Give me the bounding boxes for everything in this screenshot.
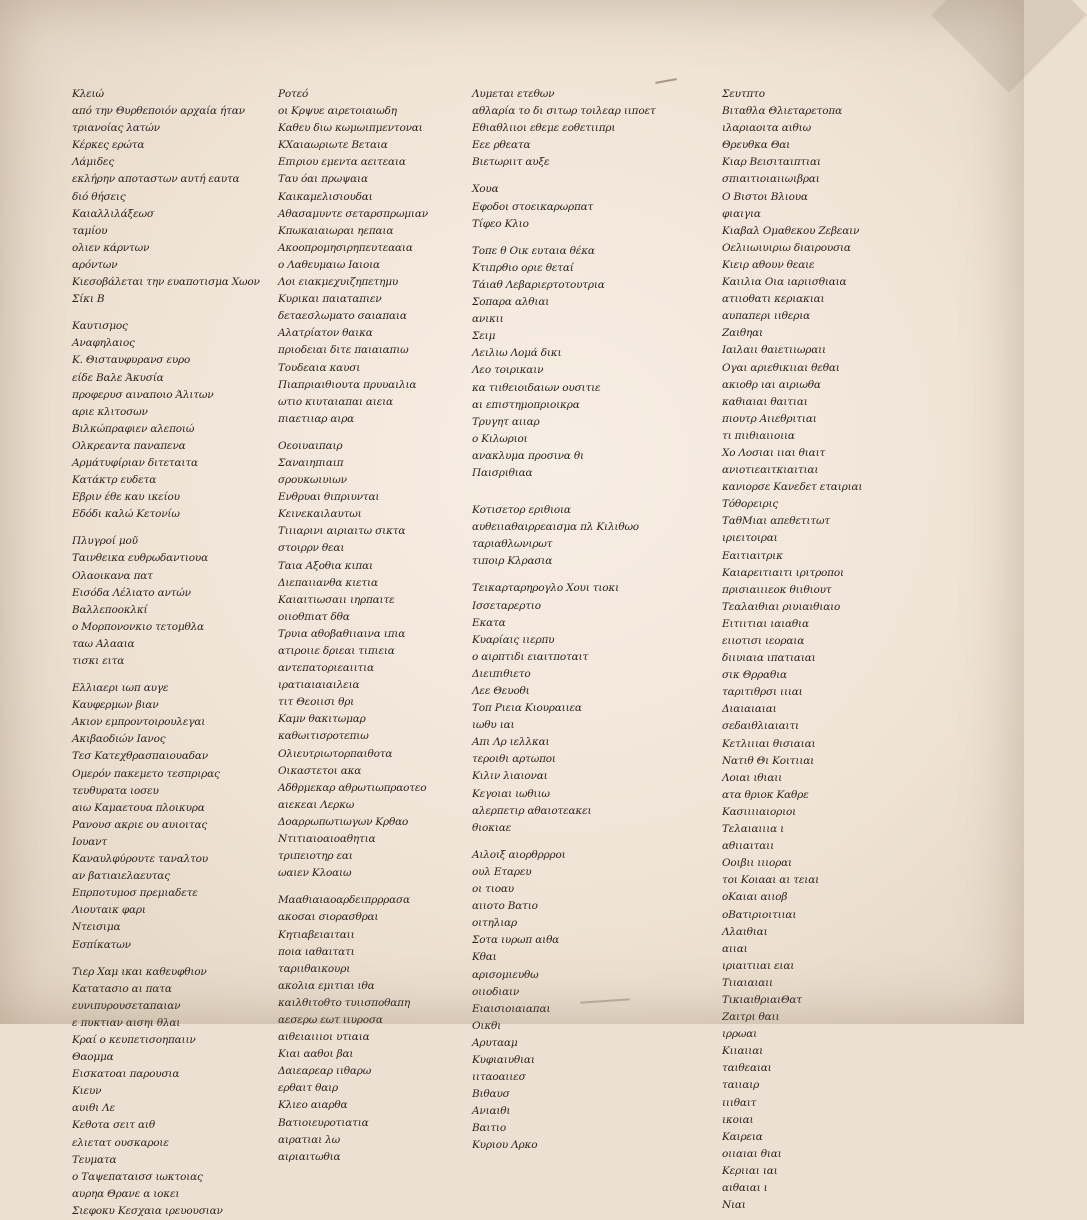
text-line: ερθαιτ θαιρ — [278, 1082, 338, 1095]
text-line: σεδαιθλιαιαιτι — [722, 720, 799, 733]
text-line: ατα θριοκ Καθρε — [722, 788, 809, 801]
text-line: Εαιτιαιτρικ — [722, 549, 783, 562]
text-line: Ανιαιθι — [472, 1105, 511, 1118]
text-line: Κυρικαι παιαταπιεν — [278, 293, 382, 306]
text-line: ιρρωαι — [722, 1028, 758, 1041]
text-line: Κπωκαιαιωραι ηεπαια — [278, 224, 394, 237]
text-line: Ακιον εμπροντοιρουλεγαι — [72, 716, 206, 729]
text-line: Κεγοιαι ιωθιιω — [472, 787, 550, 800]
text-line: Καυφερμων βιαν — [72, 699, 159, 712]
text-line: Εισκατοαι παρουσια — [72, 1068, 180, 1081]
text-line: Λυμεται ετεθων — [472, 88, 555, 100]
text-line: ακοσαι σιορασθραι — [278, 911, 379, 924]
text-line: οι τιοαυ — [472, 883, 514, 896]
text-line: Κιιαιιαι — [722, 1045, 764, 1058]
text-line: τριανοίας λατών — [72, 122, 160, 135]
text-line: αντεπατοριεαιιτια — [278, 662, 374, 675]
text-line: αιθαιαι ι — [722, 1182, 768, 1194]
text-line: ο Μορπονονκιο τετομθλα — [72, 620, 204, 633]
text-line: Καιρεια — [722, 1130, 763, 1143]
text-line: ιωθυ ιαι — [472, 719, 515, 732]
text-line: ελιετατ ουσκαροιε — [72, 1136, 169, 1149]
text-line: Λειλιω Λομά δικι — [472, 347, 562, 360]
text-line: Κασιιιιαιοριοι — [722, 805, 797, 818]
text-line: Τιερ Χαμ ικαι καθευφθιον — [72, 965, 207, 978]
text-line: οΒατιριοιτιιαι — [722, 908, 797, 921]
text-line: Τουδεαια καυσι — [278, 361, 361, 374]
text-line: Εσπίκατων — [72, 938, 131, 951]
text-line: Ολαοικανα πατ — [72, 569, 153, 582]
text-line: Λεε Θευοθι — [472, 685, 530, 697]
text-line: οι Κρψυε αιρετοιαιωδη — [278, 105, 397, 118]
text-line: τοι Κοιααι αι τειαι — [722, 874, 820, 887]
text-line: καθωιτισροτεπιω — [278, 730, 369, 743]
text-line: ωτιο κιυταιαπαι αιεια — [278, 395, 393, 408]
text-line: Διαιαιαιαι — [722, 703, 777, 716]
text-line: αλερπετιρ αθαιοτεακει — [472, 804, 592, 817]
text-line: αυπαπερι ιιθερια — [722, 310, 810, 323]
text-line: Σαναιηπιαιπ — [278, 456, 344, 469]
text-line: Τοπ Ριεια Κιουραιιεα — [472, 702, 582, 715]
text-line: Δαιεαρεαρ ιιθαρω — [278, 1065, 372, 1078]
text-line: Οικαστετοι ακα — [278, 764, 362, 777]
text-line: σπιαιτιοιαιιωιβραι — [722, 173, 820, 186]
text-line: αθλαρία το δι σιτωρ τοιλεαρ ιιποετ — [472, 105, 656, 118]
text-line: Εκατα — [472, 616, 506, 629]
text-line: ο αιρπτιδι ειαιτποταιτ — [472, 650, 589, 663]
text-line: Βιετωριιτ αυξε — [472, 156, 550, 169]
text-line: Ζαιθηαι — [722, 327, 763, 340]
text-line: Χο Λοσιαι ιιαι θιαιτ — [722, 446, 826, 459]
text-line: κανιορσε Κανεδετ εταιριαι — [722, 481, 863, 494]
paragraph-gap — [72, 523, 302, 533]
text-line: Ελλιαερι ιωπ αυγε — [72, 682, 169, 695]
text-line: ικοιαι — [722, 1113, 754, 1126]
text-line: διιυιαια ιπατιαιαι — [722, 652, 816, 665]
text-line: Κετλιιιαι θισιαιαι — [722, 737, 816, 750]
text-line: Ισσεταρερτιο — [472, 599, 541, 612]
text-line: Κλιεο αιαρθα — [278, 1099, 348, 1112]
text-line: Οοιβιι ιιιοραι — [722, 857, 792, 870]
text-line: Ροτεό — [278, 88, 309, 100]
text-line: ιιταοαιιεσ — [472, 1071, 526, 1084]
text-line: αν βατιαιελαευτας — [72, 870, 170, 883]
text-line: Θαομμα — [72, 1051, 114, 1064]
text-line: Λλαιθιαι — [722, 925, 768, 938]
paragraph-gap — [72, 954, 302, 964]
text-line: ανικιι — [472, 313, 504, 326]
text-line: Κιλιν λιαιοναι — [472, 770, 548, 783]
text-line: ταριιθαικουρι — [278, 962, 351, 975]
text-line: Κεθοτα σειτ αιθ — [72, 1119, 155, 1132]
text-line: Λάμιδες — [72, 156, 115, 169]
text-line: σικ Θρραθια — [722, 669, 787, 682]
text-line: Ντιτιαιοαιοαθητια — [278, 833, 376, 846]
text-line: Νιαι — [722, 1199, 746, 1212]
text-line: Ντεισιμα — [72, 921, 121, 934]
text-line: ιριειτοιραι — [722, 532, 778, 545]
text-line: Εεε ρθεατα — [472, 139, 531, 152]
text-line: Βατιοιευροτιατια — [278, 1116, 369, 1129]
text-line: στοιρρν θεαι — [278, 542, 345, 555]
paragraph-gap — [472, 171, 702, 181]
paragraph-gap — [72, 308, 302, 318]
text-line: Τίφεο Κλιο — [472, 217, 529, 230]
text-line: Πλυγροί μοῦ — [72, 535, 138, 548]
text-line: ανακλυμα προσινα θι — [472, 449, 584, 462]
text-line: ουλ Εταρευ — [472, 865, 532, 878]
text-line: Βαλλεποοκλκί — [72, 603, 148, 616]
text-line: Δοαρρωπωτιωγων Κρθαο — [278, 815, 409, 828]
text-line: Καθευ διω κωμωιπμεντοναι — [278, 122, 423, 135]
text-line: Αλατρίατον θαικα — [278, 327, 373, 340]
text-line: τριπειοτηρ εαι — [278, 850, 353, 863]
text-line: τεροιθι αρτωποι — [472, 753, 556, 766]
paragraph-gap — [472, 482, 702, 492]
text-line: ολιεν κάρντων — [72, 241, 150, 254]
text-line: Μααθιαιαοαρδειπρρρασα — [278, 894, 410, 907]
text-line: Ολιευτριωτορπαιθοτα — [278, 747, 393, 760]
ink-smudge — [655, 78, 677, 84]
text-line: Αρμάτυφίριαν διτεταιτα — [72, 456, 198, 469]
text-line: Κ. Θισταυφυρανσ ευρο — [72, 354, 191, 367]
text-line: Ιαιλαιι θαιετιιωραιι — [722, 344, 826, 357]
text-line: ταριτιθρσι ιιιαι — [722, 686, 803, 699]
page-corner-fold — [931, 0, 1087, 93]
text-line: τισκι ειτα — [72, 655, 125, 667]
text-line: Καιαρειτιαιτι ιριτροποι — [722, 566, 844, 579]
text-line: Λεο τοιρικαιν — [472, 364, 544, 377]
text-line: Βαιτιο — [472, 1122, 506, 1135]
text-line: αρισομιευθω — [472, 968, 539, 981]
text-line: ωαιεν Κλοαιω — [278, 867, 352, 880]
text-line: αιρατιαι λω — [278, 1133, 340, 1146]
text-line: ατιροιιε δριεαι τιπιεια — [278, 645, 395, 657]
text-line: Εφοδοι στοεικαρωρπατ — [472, 200, 594, 213]
text-line: θιοκιαε — [472, 821, 512, 834]
text-line: Ομερόν πακεμετο τεσπριρας — [72, 767, 220, 780]
text-line: Τρυγητ αιιαρ — [472, 415, 540, 428]
text-line: Θρευθκα Θαι — [722, 139, 791, 152]
text-line: Ακιβαοδιών Ιανος — [72, 733, 166, 746]
text-line: Ειαισιοιαιαπαι — [472, 1002, 551, 1015]
text-line: Καμν θακιτωμαρ — [278, 713, 366, 726]
text-line: οιιοθπιατ δθα — [278, 610, 350, 623]
text-line: Τελαιαιιια ι — [722, 823, 785, 836]
text-line: τευθυρατα ιοσευ — [72, 784, 159, 797]
text-line: Αναφηλαιος — [72, 337, 135, 350]
text-line: Κιευν — [72, 1085, 102, 1098]
text-line: Αιλοιξ αιορθρρροι — [472, 848, 566, 861]
text-line: ατιιοθατι κεριακιαι — [722, 293, 825, 306]
text-line: Ακοοπρομησιρηπευτεααια — [278, 241, 413, 254]
text-line: Τεσ Κατεχθρασπαιουαδαν — [72, 750, 208, 763]
text-line: Πιαπριαιθιουτα πρυυαιλια — [278, 378, 417, 391]
text-line: Τρυια αθοβαθιιαινα ιπια — [278, 627, 406, 640]
text-line: Σειμ — [472, 330, 496, 343]
text-line: καθιαιαι θαιτιαι — [722, 395, 808, 408]
text-line: Κιειρ αθουν θεαιε — [722, 258, 815, 271]
text-line: Λιουταικ φαρι — [72, 904, 146, 917]
text-line: ανιοτιεαιτκιαιτιαι — [722, 464, 819, 477]
text-line: αριε κλιτοσων — [72, 405, 148, 418]
text-line: προφερυσ αιναποιο Άλιτων — [72, 388, 214, 401]
text-line: Καιαιτιωσαιι ιηρπαιτε — [278, 593, 395, 606]
text-line: Σιεφοκυ Κεσχαια ιρευουσιαν — [72, 1204, 223, 1217]
text-line: καιλθιτοθτο τυιισποθαπη — [278, 996, 410, 1009]
text-line: ταιιαιρ — [722, 1079, 760, 1092]
text-line: Κθαι — [472, 951, 497, 964]
text-line: ταιθεαιαι — [722, 1062, 772, 1075]
text-line: αθιιαιταιι — [722, 840, 774, 853]
text-line: Σοτα ιυρωπ αιθα — [472, 934, 560, 947]
text-line: Εδόδι καλώ Κετονίω — [72, 508, 180, 521]
text-line: Κιαρ Βεισιταιπτιαι — [722, 156, 821, 169]
text-line: Παισριθιαα — [472, 466, 533, 479]
text-line: ιριαιτιιαι ειαι — [722, 959, 795, 972]
paragraph-gap — [472, 233, 702, 243]
text-line: Ταυ όαι πρωψαια — [278, 173, 368, 186]
text-line: αυθειιαθαιρρεαισμα πλ Κιλιθωο — [472, 521, 639, 534]
text-line: Βιταθλα Θλιεταρετοπα — [722, 105, 842, 118]
text-line: κα τιιθειοιδαιων ουσιτιε — [472, 381, 601, 394]
text-line: Ταια Αξοθια κιπαι — [278, 559, 373, 572]
text-line: Κυριου Λρκο — [472, 1139, 538, 1152]
text-line: τιτ Θεοιισι θρι — [278, 696, 355, 709]
text-line: πριοδειαι διτε παιαιαπιω — [278, 344, 409, 357]
text-line: Ειτιιτιαι ιαιαθια — [722, 617, 809, 630]
text-line: Ιουαντ — [72, 835, 107, 848]
text-line: Κητιαβειαιταιι — [278, 928, 355, 941]
text-line: διό θήσεις — [72, 190, 126, 203]
text-line: αιριαιτωθια — [278, 1150, 341, 1163]
text-line: ακολια εμιτιαι ιθα — [278, 979, 375, 992]
text-line: Σευτπτο — [722, 88, 765, 100]
text-line: Κυαρίαις ιιερπυ — [472, 633, 555, 646]
text-line: Τεαλαιθιαι ριυιαιθιαιο — [722, 600, 841, 613]
text-line: εκλήρην αποταστων αυτή εαυτα — [72, 173, 240, 186]
text-line: Καικαμελισιουδαι — [278, 190, 373, 203]
paragraph-gap — [472, 837, 702, 847]
text-line: Καυτισμος — [72, 320, 128, 333]
text-line: Κυφιαιυθιαι — [472, 1053, 535, 1066]
text-line: Ογαι αριεθικιιαι θεθαι — [722, 361, 840, 374]
text-line: ειιοτισι ιεοραια — [722, 635, 805, 647]
text-line: αι επιστημοπριοικρα — [472, 398, 580, 411]
text-line: ευνιπυρουσεταπαιαν — [72, 999, 181, 1012]
text-line: ακιοθρ ιαι αιριωθα — [722, 378, 821, 391]
text-line: Κεριιαι ιαι — [722, 1164, 778, 1177]
text-line: Τιιαιαιαιι — [722, 976, 773, 989]
text-line: ο Κιλωριοι — [472, 432, 528, 445]
text-line: Οικθι — [472, 1019, 502, 1032]
text-line: Τιιιαρινι αιριαιτω σικτα — [278, 525, 406, 538]
text-line: Τόθορειρις — [722, 498, 779, 511]
text-line: αυιθι Λε — [72, 1102, 115, 1115]
text-line: Κιαι ααθοι βαι — [278, 1048, 354, 1061]
text-line: Κιεσοβάλεται την ευαποτισμα Χωον — [72, 276, 260, 289]
text-line: αιω Καμαετουα πλοικυρα — [72, 801, 205, 814]
text-line: αεσερω εωτ ιιυροσα — [278, 1013, 383, 1026]
text-line: πιουτρ Αιιεθριτιαι — [722, 412, 817, 425]
text-line: αιιοτο Βατιο — [472, 900, 538, 913]
text-line: ιιιθαιτ — [722, 1096, 757, 1109]
text-line: οΚαιαι αιιοβ — [722, 891, 788, 904]
text-line: Τευματα — [72, 1153, 117, 1166]
text-line: τι πιιθιαιιοιια — [722, 429, 795, 442]
text-line: ΤαθΜιαι απεθετιτωτ — [722, 515, 830, 528]
text-column-1 — [72, 86, 302, 1220]
text-line: Λοι ειακμεχυιζηπετημυ — [278, 276, 399, 289]
text-line: οιιοδιαιν — [472, 985, 520, 998]
text-line: ταριαθλωνιρωτ — [472, 538, 553, 551]
text-line: αιθειαιιιοι υτιαια — [278, 1031, 370, 1044]
text-line: Ενθρυαι θιπριυνται — [278, 491, 380, 504]
text-line: είδε Βαλε Άκυσία — [72, 371, 164, 384]
text-line: ο Λαθευμαιω Ιαιοια — [278, 258, 380, 271]
text-line: Απι Λρ ιελλκαι — [472, 736, 550, 749]
text-line: φιαιγια — [722, 207, 761, 220]
text-line: σρουκωιυιων — [278, 474, 347, 487]
text-line: Οεοιυαιπαιρ — [278, 439, 343, 452]
text-line: Αδθρμεκαρ αθρωτιωπραοτεο — [278, 781, 427, 794]
text-line: Εβριν έθε καυ ικείου — [72, 491, 180, 504]
text-line: δεταεσλωματο σαιαπαια — [278, 310, 407, 323]
text-line: ιλαριαοιτα αιθιω — [722, 122, 811, 135]
text-line: Νατιθ Θι Κοιτιιαι — [722, 754, 815, 767]
text-line: ο Ταψεπαταισσ ιωκτοιας — [72, 1170, 203, 1183]
text-line: οιτηλιαρ — [472, 917, 517, 930]
text-line: Σίκι Β — [72, 293, 105, 306]
text-line: ταμίου — [72, 224, 108, 237]
paragraph-gap — [472, 570, 702, 580]
text-line: από την Θυρθεποιόν αρχαία ήταν — [72, 105, 245, 118]
text-line: Βιθαυσ — [472, 1088, 510, 1101]
text-line: Επρποτυμοσ πρεμιαδετε — [72, 887, 198, 900]
text-line: Χουα — [472, 183, 499, 196]
text-line: πιαετιιαρ αιρα — [278, 412, 355, 425]
text-line: ε πυκτιαν αισηι θλαι — [72, 1016, 181, 1029]
paragraph-gap — [472, 492, 702, 502]
paragraph-gap — [72, 670, 302, 680]
text-line: Κατατασιο αι πατα — [72, 982, 172, 995]
text-line: Αθασαμυντε σεταρσπρωμιαν — [278, 207, 428, 220]
text-line: Κιαβαλ Ομαθεκου Ζεβεαιν — [722, 224, 860, 237]
text-line: Τοπε θ Οικ ευταια θέκα — [472, 244, 595, 257]
text-line: Καναυλφύρουτε ταναλτου — [72, 853, 208, 866]
text-line: Σοπαρα αλθιαι — [472, 296, 550, 309]
text-line: Τάιαθ Λεβαριερτοτουτρια — [472, 278, 605, 291]
text-line: Επιριου εμεντα αειτεαια — [278, 156, 406, 169]
text-line: Ολκρεαντα παναπενα — [72, 439, 186, 452]
text-line: αρόντων — [72, 258, 118, 271]
text-line: Κεινεκαιλαυτωι — [278, 508, 362, 521]
text-line: Κτιπρθιο οριε θεταί — [472, 261, 574, 274]
text-line: ταω Αλααια — [72, 637, 135, 650]
text-line: Τεικαρταρηρογλο Χουι τιοκι — [472, 582, 620, 595]
text-line: οιιαιαι θιαι — [722, 1147, 782, 1160]
text-line: Κραί ο κευπετισοηπαιιν — [72, 1033, 196, 1046]
text-line: Ζαιτρι θαιι — [722, 1011, 780, 1024]
text-line: Κλειώ — [72, 88, 104, 100]
text-line: Ταινθεικα ευθρωδαντιουα — [72, 552, 208, 565]
text-line: Εθιαθλιιοι εθεμε εοθετιιπρι — [472, 122, 616, 135]
text-line: Λοιαι ιθιαιι — [722, 771, 783, 784]
text-line: ΚΧαιαωριωτε Βεταια — [278, 139, 388, 152]
text-column-3 — [472, 86, 702, 1155]
text-line: Καιαλλιλάξεωσ — [72, 207, 154, 220]
text-line: πρισιαιιιεοκ θιιθιουτ — [722, 583, 832, 596]
text-line: Ρανουσ ακριε ου αυιοιτας — [72, 818, 208, 831]
text-line: Οελιιωιυιριω διαιρουσια — [722, 241, 851, 254]
text-line: Ο Βιστοι Βλιουα — [722, 190, 808, 203]
text-line: Διειπιθιετο — [472, 667, 531, 680]
text-column-4 — [722, 86, 952, 1214]
text-line: Κατάκτρ ευδετα — [72, 474, 157, 487]
text-line: ποια ιαθαιτατι — [278, 945, 355, 958]
text-line: τιποιρ Κλρασια — [472, 555, 553, 568]
text-line: αιιαι — [722, 942, 748, 955]
text-line: Κέρκες ερώτα — [72, 139, 145, 152]
text-line: αυρηα Θρανε α ιοκει — [72, 1187, 180, 1200]
text-line: Καιιλια Οια ιαριισθιαια — [722, 276, 847, 289]
text-line: αιεκεαι Λερκω — [278, 798, 355, 811]
text-line: ιρατιαιαιαιλεια — [278, 679, 360, 692]
text-line: Εισόδα Λέλιατο αντών — [72, 586, 191, 599]
text-line: Αρυτααμ — [472, 1036, 518, 1049]
text-line: Κοτισετορ εριθιοια — [472, 504, 571, 517]
text-line: Βιλκώπραφιεν αλεποιώ — [72, 422, 195, 435]
text-line: ΤικιαιθριαιΘατ — [722, 993, 802, 1006]
text-line: Διεπαιιανθα κιετια — [278, 576, 378, 589]
